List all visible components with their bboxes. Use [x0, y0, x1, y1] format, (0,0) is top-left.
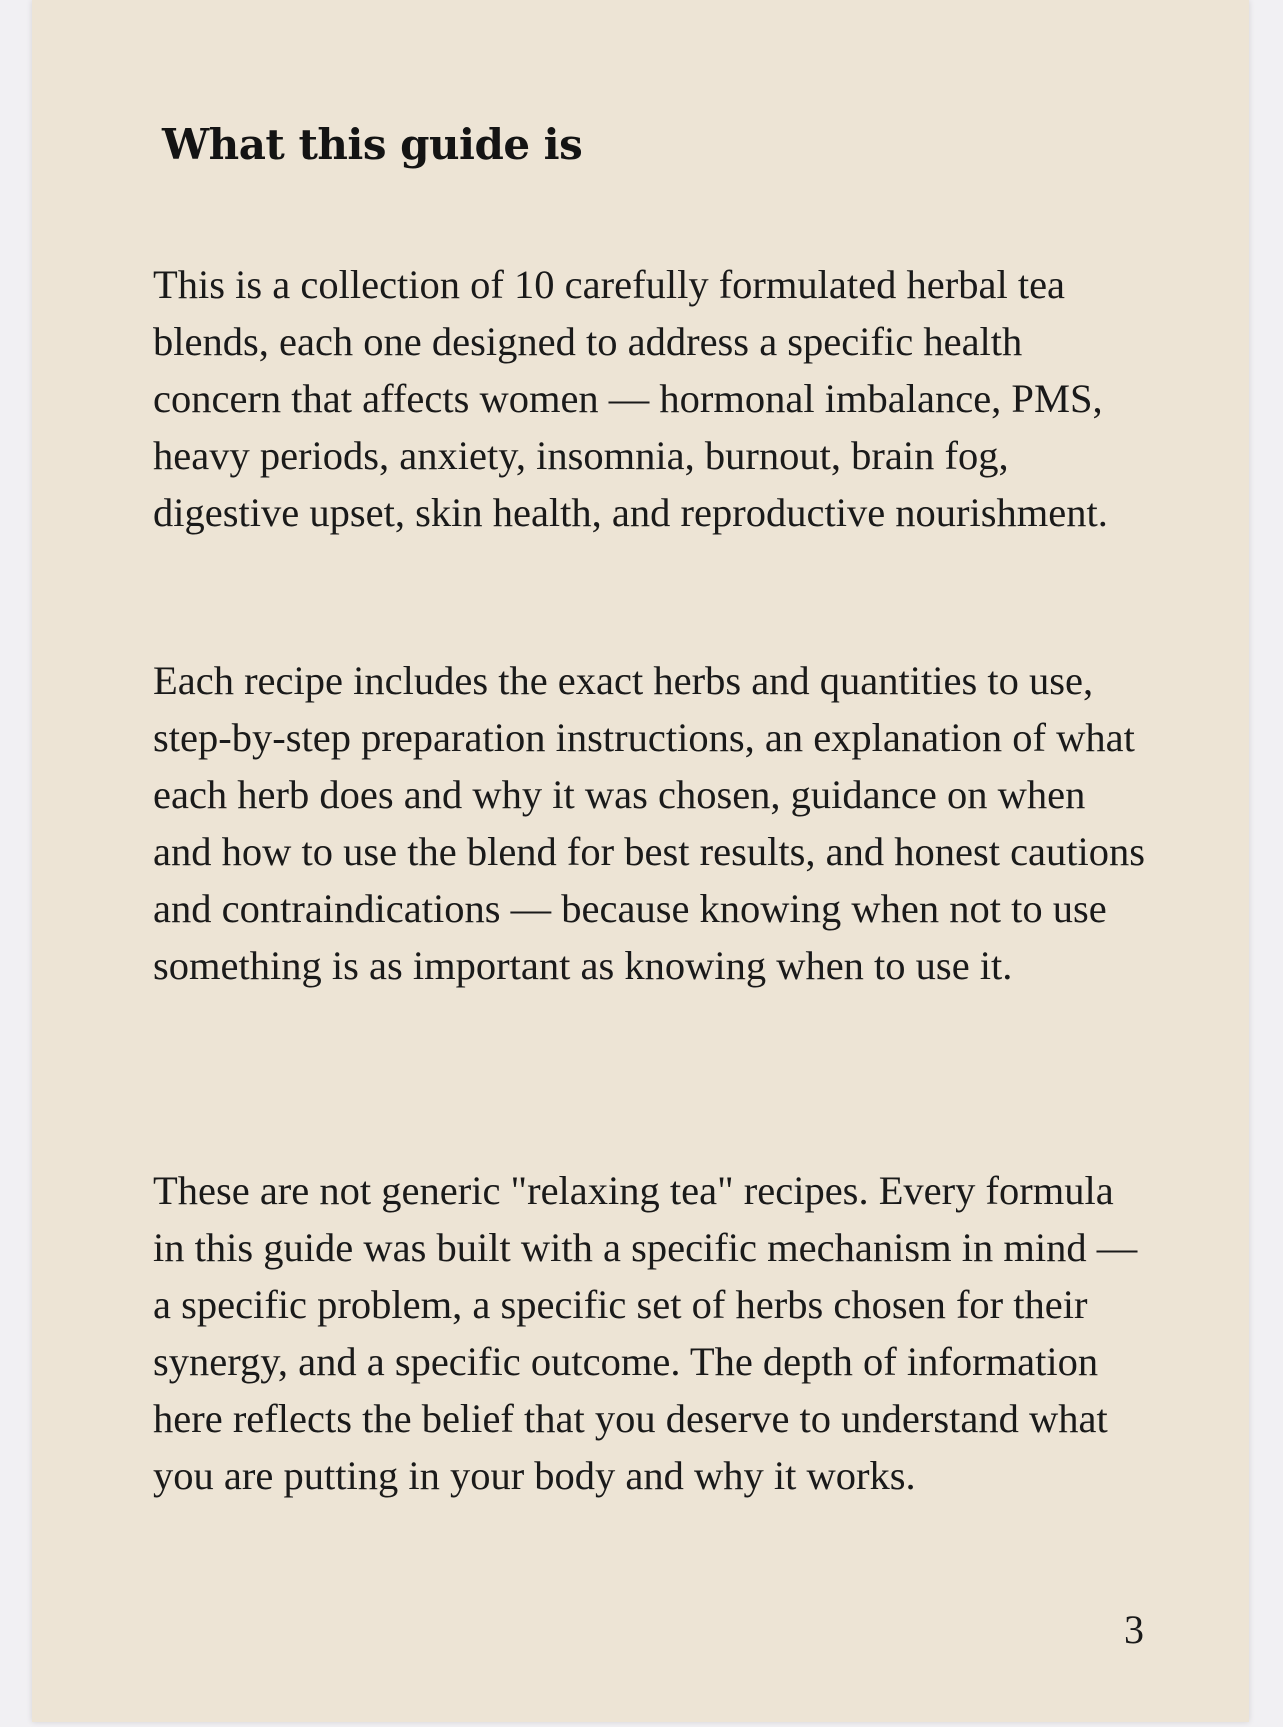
paragraph-recipe-contents: Each recipe includes the exact herbs and quantities to use, step-by-step preparation instructions, an explanation of what each herb does and why it was chosen, guidance on when and how to use the blend for best results, and honest cautions and contraindications — because knowing when not to use something is as important as knowing when to use it. — [153, 658, 1146, 988]
page-number: 3 — [1124, 1607, 1144, 1652]
paragraph-intro: This is a collection of 10 carefully formulated herbal tea blends, each one designed to address a specific health concern that affects women — hormonal imbalance, PMS, heavy periods, anxiety, insomnia, burnout, brain fog, digestive upset, skin health, and reproductive nourishment. — [153, 262, 1108, 535]
section-heading: What this guide is — [162, 120, 583, 169]
paragraph-philosophy: These are not generic "relaxing tea" recipes. Every formula in this guide was built with a specific mechanism in mind — a specific problem, a specific set of herbs chosen for their synergy, and a specific outcome. The depth of information here reflects the belief that you deserve to understand what you are putting in your body and why it works. — [153, 1168, 1138, 1498]
document-page — [32, 0, 1249, 1722]
